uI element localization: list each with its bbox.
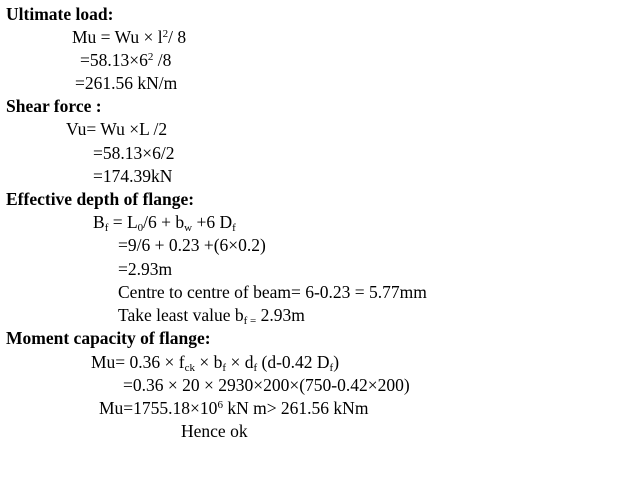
ultimate-moment-substitution: $=58.13\times 6^2$ /8	[80, 50, 172, 70]
shear-force-heading: Shear force :	[6, 96, 102, 116]
ultimate-moment-formula: $Mu = Wu \times l^2/$ 8	[72, 27, 187, 47]
ultimate-load-heading: Ultimate load:	[6, 4, 114, 24]
shear-force-formula: Vu= Wu ×L /2	[66, 119, 168, 139]
moment-capacity-heading: Moment capacity of flange:	[6, 328, 211, 348]
moment-capacity-substitution: =0.36 × 20 × 2930×200×(750-0.42×200)	[123, 375, 410, 395]
moment-capacity-result: $Mu=1755.18\times 10^6$ kN m> 261.56 kNm	[99, 398, 369, 418]
flange-width-formula: $B_f = L_0/6 + b_w +6$ $D_f$	[93, 212, 236, 234]
conclusion-text: Hence ok	[181, 421, 248, 441]
shear-force-result: =174.39kN	[93, 166, 173, 186]
ultimate-moment-result: =261.56 kN/m	[75, 73, 178, 93]
flange-width-substitution: =9/6 + 0.23 +(6×0.2)	[118, 235, 266, 255]
moment-capacity-formula: $Mu= 0.36 \times f_{ck} \times b_f \times d_f$ (d-0.42 $D_f$)	[91, 352, 340, 374]
flange-width-result: =2.93m	[118, 259, 173, 279]
beam-centre-distance: Centre to centre of beam= 6-0.23 = 5.77mm	[118, 282, 427, 302]
shear-force-substitution: =58.13×6/2	[93, 143, 175, 163]
least-value-statement: Take least value $b_{f =}$ 2.93m	[118, 305, 305, 327]
effective-depth-heading: Effective depth of flange:	[6, 189, 195, 209]
